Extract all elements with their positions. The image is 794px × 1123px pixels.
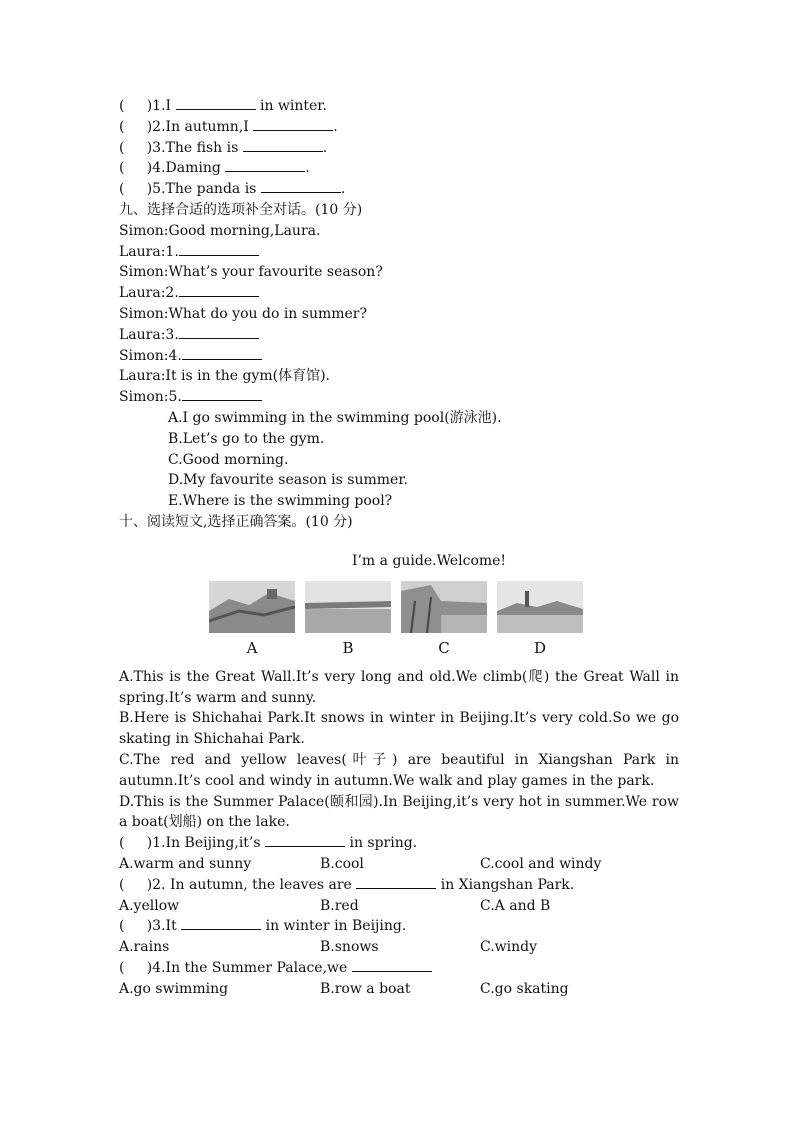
answer-blank[interactable] (261, 180, 341, 193)
option-item: E.Where is the swimming pool? (168, 493, 393, 510)
dialogue-line: Simon:What’s your favourite season? (119, 264, 383, 281)
question-text: . (322, 139, 328, 156)
option-c: C.windy (480, 939, 538, 956)
answer-blank[interactable] (265, 834, 345, 847)
answer-blank[interactable] (179, 284, 259, 297)
dialogue-text: Laura:2. (119, 285, 179, 302)
answer-blank[interactable] (179, 243, 259, 256)
section10-heading: 十、阅读短文,选择正确答案。(10 分) (119, 513, 353, 530)
passage-paragraph: B.Here is Shichahai Park.It snows in winter in Beijing.It’s very cold.So we go skating in Shichahai Park. (119, 710, 679, 748)
option-item: C.Good morning. (168, 451, 289, 468)
dialogue-text: Simon:4. (119, 347, 182, 364)
option-item: B.Let’s go to the gym. (168, 430, 325, 447)
question-text: ( )3.The fish is (119, 139, 243, 156)
passage-paragraph: C.The red and yellow leaves(叶子) are beautiful in Xiangshan Park in autumn.It’s cool and windy in autumn.We walk and play games in the park. (119, 751, 679, 789)
dialogue-line (119, 387, 679, 408)
option-item: D.My favourite season is summer. (168, 472, 408, 489)
dialogue-options (119, 408, 679, 512)
photo-label: A (246, 638, 258, 657)
dialogue-text: Simon:5. (119, 389, 182, 406)
dialogue (119, 221, 679, 408)
answer-blank[interactable] (179, 326, 259, 339)
dialogue-line (119, 283, 679, 304)
answer-blank[interactable] (176, 97, 256, 110)
reading-questions (119, 833, 679, 999)
passage-title: I’m a guide.Welcome! (351, 552, 507, 569)
shichahai-photo (305, 581, 391, 633)
great-wall-photo (209, 581, 295, 633)
answer-blank[interactable] (181, 917, 261, 930)
passage-paragraph: A.This is the Great Wall.It’s very long and old.We climb(爬) the Great Wall in spring.It’s warm and sunny. (119, 668, 679, 706)
option-b: B.cool (320, 855, 364, 872)
option-a: A.warm and sunny (119, 855, 252, 872)
question-text: . (333, 118, 338, 135)
question-text: ( )1.I (119, 98, 176, 114)
answer-options (119, 979, 679, 1000)
option-a: A.rains (119, 939, 170, 956)
worksheet (119, 96, 679, 999)
list-item (119, 96, 679, 117)
question (119, 958, 679, 979)
list-item (119, 138, 679, 159)
answer-blank[interactable] (253, 118, 333, 131)
dialogue-line (119, 325, 679, 346)
answer-blank[interactable] (352, 959, 432, 972)
photo-label: D (533, 638, 547, 657)
question-text: ( )5.The panda is (119, 181, 261, 198)
question-text: in winter. (255, 98, 327, 114)
dialogue-line: Simon:Good morning,Laura. (119, 222, 321, 239)
question-text: ( )4.In the Summer Palace,we (119, 959, 352, 976)
photo-label: B (342, 638, 354, 657)
dialogue-line: Simon:What do you do in summer? (119, 305, 368, 322)
dialogue-line (119, 346, 679, 367)
question (119, 875, 679, 896)
answer-blank[interactable] (182, 347, 262, 360)
option-b: B.snows (320, 939, 379, 956)
dialogue-text: Laura:3. (119, 326, 179, 343)
question-text: ( )2. In autumn, the leaves are (119, 876, 357, 893)
passage (119, 667, 679, 833)
question-text: . (305, 160, 310, 177)
question-text: in Xiangshan Park. (436, 876, 575, 893)
answer-options (119, 896, 679, 917)
question-text: in spring. (345, 835, 418, 852)
question-text: ( )3.It (119, 918, 182, 935)
photo-strip (209, 581, 589, 667)
question (119, 833, 679, 854)
dialogue-line: Laura:It is in the gym(体育馆). (119, 368, 330, 385)
option-c: C.A and B (480, 897, 551, 914)
answer-options (119, 854, 679, 875)
question (119, 916, 679, 937)
list-item (119, 179, 679, 200)
option-c: C.go skating (480, 980, 569, 997)
list-item (119, 158, 679, 179)
option-c: C.cool and windy (480, 855, 602, 872)
answer-blank[interactable] (182, 388, 262, 401)
answer-blank[interactable] (243, 139, 323, 152)
option-b: B.red (320, 897, 359, 914)
xiangshan-photo (401, 581, 487, 633)
option-a: A.yellow (119, 897, 180, 914)
summer-palace-photo (497, 581, 583, 633)
section9-heading: 九、选择合适的选项补全对话。(10 分) (119, 201, 363, 218)
passage-paragraph: D.This is the Summer Palace(颐和园).In Beijing,it’s very hot in summer.We row a boat(划船) on the lake. (119, 793, 679, 831)
dialogue-line (119, 242, 679, 263)
option-b: B.row a boat (320, 980, 411, 997)
question-text: . (340, 181, 346, 198)
dialogue-text: Laura:1. (119, 243, 179, 260)
answer-blank[interactable] (225, 159, 305, 172)
answer-options (119, 937, 679, 958)
option-a: A.go swimming (119, 980, 229, 997)
answer-blank[interactable] (356, 876, 436, 889)
question-text: ( )1.In Beijing,it’s (119, 835, 266, 852)
photo-label: C (438, 638, 450, 657)
list-item (119, 117, 679, 138)
question-text: ( )4.Daming (119, 160, 226, 177)
question-text: in winter in Beijing. (261, 918, 407, 935)
question-text: ( )2.In autumn,I (119, 118, 254, 135)
section8-items (119, 96, 679, 200)
option-item: A.I go swimming in the swimming pool(游泳池). (168, 409, 502, 426)
